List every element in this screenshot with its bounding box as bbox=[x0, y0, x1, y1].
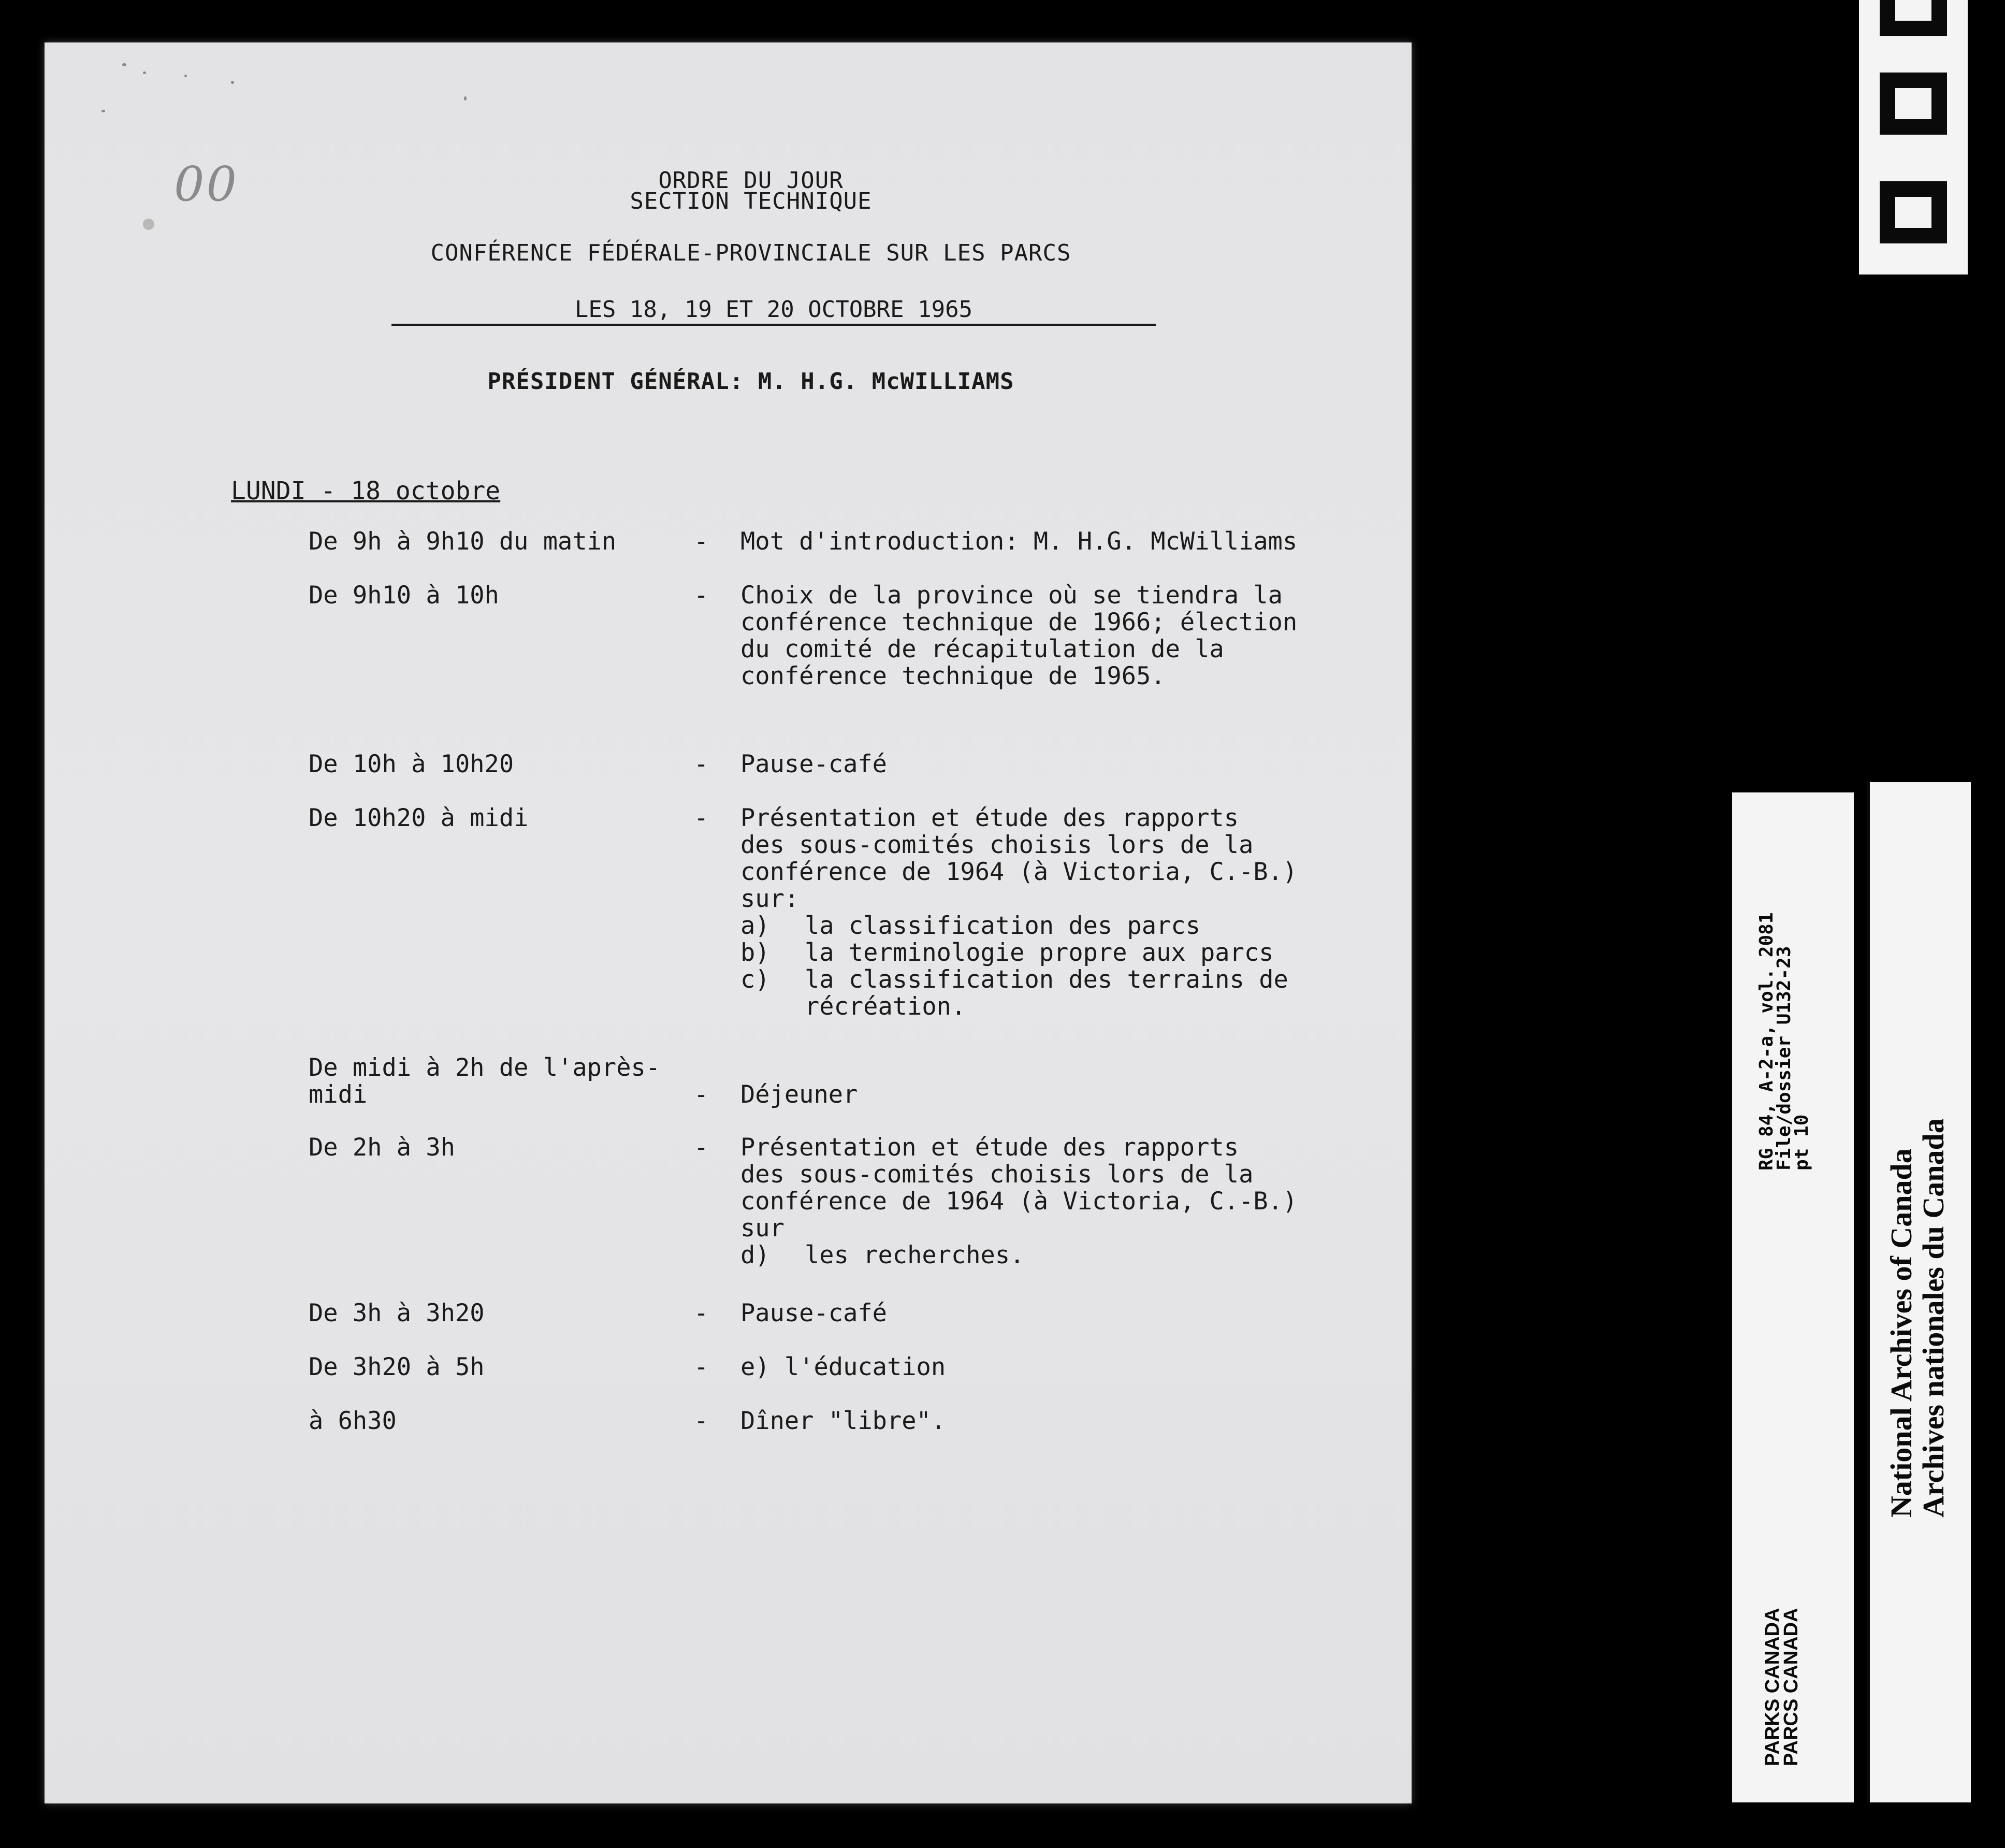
schedule-dash: - bbox=[694, 1080, 709, 1109]
schedule-dash: - bbox=[694, 1133, 709, 1162]
nac-line: National Archives of Canada bbox=[1884, 1148, 1918, 1518]
film-frame-marker bbox=[1859, 0, 1968, 275]
schedule-description bbox=[740, 751, 1403, 778]
description-line: Pause-café bbox=[740, 1299, 887, 1327]
topic-item bbox=[740, 913, 1403, 940]
schedule-time: De 9h à 9h10 du matin bbox=[309, 527, 617, 556]
description-line: conférence technique de 1965. bbox=[740, 662, 1166, 690]
parks-canada-label bbox=[1763, 1608, 1800, 1766]
description-line: des sous-comités choisis lors de la bbox=[740, 831, 1254, 859]
description-line: Choix de la province où se tiendra la bbox=[740, 581, 1283, 610]
schedule-dash: - bbox=[694, 750, 709, 778]
description-line: Présentation et étude des rapports bbox=[740, 804, 1239, 832]
schedule-dash: - bbox=[694, 1299, 709, 1327]
schedule-dash: - bbox=[694, 1353, 709, 1381]
national-archives-tag bbox=[1867, 782, 1971, 1802]
description-line: du comité de récapitulation de la bbox=[740, 635, 1224, 663]
description-line: sur: bbox=[740, 885, 800, 913]
schedule-description bbox=[740, 1081, 1403, 1108]
schedule-description bbox=[740, 528, 1403, 555]
schedule-description bbox=[740, 1300, 1403, 1327]
schedule-description bbox=[740, 1354, 1403, 1381]
schedule-time: De 3h à 3h20 bbox=[309, 1299, 485, 1327]
description-line: Mot d'introduction: M. H.G. McWilliams bbox=[740, 527, 1298, 556]
schedule-time: De 10h20 à midi bbox=[309, 804, 529, 832]
frame-number-glyph bbox=[1859, 62, 1968, 145]
parks-line: PARKS CANADA bbox=[1762, 1608, 1783, 1766]
topic-item-label: b) bbox=[740, 939, 770, 967]
topic-item-text: la classification des parcs bbox=[805, 912, 1201, 940]
schedule-time: à 6h30 bbox=[309, 1407, 397, 1435]
archive-reference-tag bbox=[1732, 792, 1854, 1802]
schedule-time: De 3h20 à 5h bbox=[309, 1353, 485, 1381]
topic-item-text: la classification des terrains de bbox=[805, 965, 1288, 994]
topic-item bbox=[740, 940, 1403, 966]
president-line: PRÉSIDENT GÉNÉRAL: M. H.G. McWILLIAMS bbox=[487, 368, 1014, 395]
schedule-time: De 10h à 10h20 bbox=[309, 750, 514, 778]
schedule-description bbox=[740, 1134, 1403, 1269]
description-line: des sous-comités choisis lors de la bbox=[740, 1160, 1254, 1189]
parks-line: PARCS CANADA bbox=[1780, 1608, 1802, 1766]
reference-line: pt 10 bbox=[1791, 1114, 1812, 1171]
schedule-description bbox=[740, 582, 1403, 690]
conference-dates: LES 18, 19 ET 20 OCTOBRE 1965 bbox=[391, 296, 1156, 326]
description-line: conférence de 1964 (à Victoria, C.-B.) bbox=[740, 858, 1298, 886]
archive-reference bbox=[1758, 913, 1811, 1171]
national-archives-label bbox=[1885, 1118, 1950, 1518]
description-line: Dîner "libre". bbox=[740, 1407, 946, 1435]
nac-line: Archives nationales du Canada bbox=[1916, 1118, 1950, 1518]
schedule-dash: - bbox=[694, 527, 709, 556]
schedule-dash: - bbox=[694, 804, 709, 832]
topic-item-text: la terminologie propre aux parcs bbox=[805, 939, 1274, 967]
topic-item-label: a) bbox=[740, 912, 770, 940]
schedule-dash: - bbox=[694, 1407, 709, 1435]
description-line: sur bbox=[740, 1214, 784, 1243]
description-line: Présentation et étude des rapports bbox=[740, 1133, 1239, 1162]
schedule-time: De 9h10 à 10h bbox=[309, 581, 499, 610]
topic-item-continuation: récréation. bbox=[805, 992, 966, 1021]
schedule-dash: - bbox=[694, 581, 709, 610]
schedule-description bbox=[740, 805, 1403, 1020]
schedule-time: De 2h à 3h bbox=[309, 1133, 455, 1162]
topic-item-label: d) bbox=[740, 1241, 770, 1269]
conference-title: CONFÉRENCE FÉDÉRALE-PROVINCIALE SUR LES PARCS bbox=[430, 240, 1071, 266]
doc-title-line1: ORDRE DU JOUR bbox=[658, 167, 844, 194]
day-heading: LUNDI - 18 octobre bbox=[231, 477, 501, 506]
frame-number-glyph bbox=[1859, 171, 1968, 254]
topic-item-label: c) bbox=[740, 965, 770, 994]
description-line: Pause-café bbox=[740, 750, 887, 778]
topic-item bbox=[740, 966, 1403, 993]
schedule-description bbox=[740, 1408, 1403, 1435]
document-page bbox=[45, 42, 1412, 1803]
description-line: e) l'éducation bbox=[740, 1353, 946, 1381]
description-line: conférence technique de 1966; élection bbox=[740, 608, 1298, 637]
handwritten-mark: 00 bbox=[174, 156, 239, 212]
doc-title-line2: SECTION TECHNIQUE bbox=[630, 188, 872, 214]
description-line: Déjeuner bbox=[740, 1080, 858, 1109]
description-line: conférence de 1964 (à Victoria, C.-B.) bbox=[740, 1187, 1298, 1216]
topic-item-text: les recherches. bbox=[805, 1241, 1025, 1269]
reference-line: RG 84, A-2-a, vol. 2081 bbox=[1756, 912, 1777, 1171]
topic-item bbox=[740, 1242, 1403, 1269]
reference-line: File/dossier U132-23 bbox=[1774, 946, 1795, 1171]
frame-number-glyph bbox=[1859, 0, 1968, 47]
schedule-time: De midi à 2h de l'après- midi bbox=[309, 1053, 661, 1109]
